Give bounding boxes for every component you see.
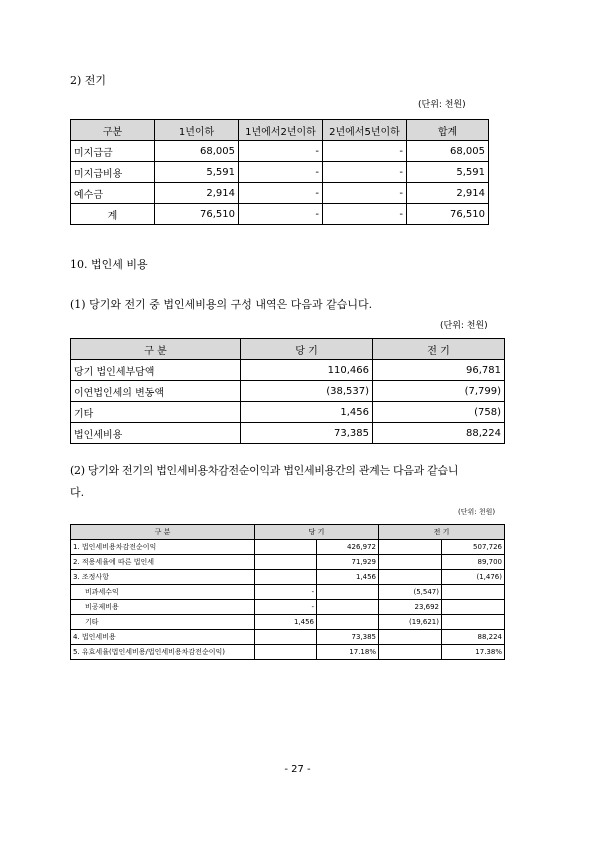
table-cell: 507,726 xyxy=(442,540,505,555)
section-description-line1: (2) 당기와 전기의 법인세비용차감전순이익과 법인세비용간의 관계는 다음과 같습니 xyxy=(70,464,459,477)
header-cell: 구 분 xyxy=(71,525,255,540)
row-label: 당기 법인세부담액 xyxy=(71,360,241,381)
table-row xyxy=(71,630,505,645)
page-number: - 27 - xyxy=(284,764,311,775)
table-row xyxy=(71,423,505,444)
table-cell: 1,456 xyxy=(241,402,373,423)
table-cell xyxy=(317,615,379,630)
table-header-row xyxy=(71,525,505,540)
row-label: 1. 법인세비용차감전순이익 xyxy=(71,540,255,555)
table-cell: 96,781 xyxy=(373,360,505,381)
section-description-line2: 다. xyxy=(70,486,85,499)
table-cell: - xyxy=(323,162,407,183)
header-cell: 당 기 xyxy=(255,525,379,540)
table-cell: 88,224 xyxy=(442,630,505,645)
table-cell: - xyxy=(323,183,407,204)
table-cell: 110,466 xyxy=(241,360,373,381)
row-label: 계 xyxy=(71,204,155,225)
table-cell: 426,972 xyxy=(317,540,379,555)
row-label: 비공제비용 xyxy=(71,600,255,615)
table-row xyxy=(71,141,489,162)
table-cell: 89,700 xyxy=(442,555,505,570)
table-header-row xyxy=(71,120,489,141)
table-cell xyxy=(379,540,442,555)
unit-label: (단위: 천원) xyxy=(440,321,488,331)
table-total-row xyxy=(71,204,489,225)
row-label: 5. 유효세율(법인세비용/법인세비용차감전순이익) xyxy=(71,645,255,660)
table-cell xyxy=(442,585,505,600)
row-label: 비과세수익 xyxy=(71,585,255,600)
row-label: 법인세비용 xyxy=(71,423,241,444)
table-cell: 1,456 xyxy=(255,615,317,630)
unit-label: (단위: 천원) xyxy=(418,100,466,110)
header-cell: 1년에서2년이하 xyxy=(239,120,323,141)
table-cell: 88,224 xyxy=(373,423,505,444)
table-cell: 73,385 xyxy=(317,630,379,645)
header-cell: 전 기 xyxy=(373,339,505,360)
table-cell: 17.38% xyxy=(442,645,505,660)
tax-expense-composition-table xyxy=(70,338,505,444)
section-title-prior-year: 2) 전기 xyxy=(70,74,107,87)
table-cell xyxy=(317,585,379,600)
table-row xyxy=(71,615,505,630)
table-cell xyxy=(442,600,505,615)
payables-maturity-table xyxy=(70,119,489,225)
header-cell: 2년에서5년이하 xyxy=(323,120,407,141)
table-cell: (758) xyxy=(373,402,505,423)
table-cell: - xyxy=(323,204,407,225)
table-cell xyxy=(379,630,442,645)
section-description: (1) 당기와 전기 중 법인세비용의 구성 내역은 다음과 같습니다. xyxy=(70,298,373,311)
table-row xyxy=(71,585,505,600)
table-cell: (38,537) xyxy=(241,381,373,402)
table-row xyxy=(71,381,505,402)
row-label: 기타 xyxy=(71,615,255,630)
table-cell: - xyxy=(323,141,407,162)
row-label: 기타 xyxy=(71,402,241,423)
row-label: 4. 법인세비용 xyxy=(71,630,255,645)
header-cell: 합계 xyxy=(407,120,489,141)
table-cell xyxy=(255,645,317,660)
table-cell: 2,914 xyxy=(155,183,239,204)
table-cell: 23,692 xyxy=(379,600,442,615)
table-cell: - xyxy=(239,162,323,183)
table-row xyxy=(71,600,505,615)
table-cell: 17.18% xyxy=(317,645,379,660)
table-cell: - xyxy=(255,600,317,615)
table-cell: 5,591 xyxy=(407,162,489,183)
unit-label: (단위: 천원) xyxy=(458,508,496,516)
table-cell: 71,929 xyxy=(317,555,379,570)
table-row xyxy=(71,360,505,381)
table-cell xyxy=(255,570,317,585)
row-label: 미지급비용 xyxy=(71,162,155,183)
table-cell xyxy=(255,630,317,645)
section-heading: 10. 법인세 비용 xyxy=(70,258,148,271)
table-cell: (19,621) xyxy=(379,615,442,630)
table-cell xyxy=(317,600,379,615)
table-cell: - xyxy=(239,183,323,204)
row-label: 2. 적용세율에 따른 법인세 xyxy=(71,555,255,570)
table-cell xyxy=(255,540,317,555)
table-row xyxy=(71,183,489,204)
table-cell: 5,591 xyxy=(155,162,239,183)
table-cell: - xyxy=(255,585,317,600)
table-row xyxy=(71,555,505,570)
table-cell: (1,476) xyxy=(442,570,505,585)
table-cell: 76,510 xyxy=(407,204,489,225)
table-row xyxy=(71,570,505,585)
table-cell xyxy=(442,615,505,630)
table-cell xyxy=(255,555,317,570)
table-row xyxy=(71,645,505,660)
table-cell xyxy=(379,645,442,660)
table-cell: 1,456 xyxy=(317,570,379,585)
table-cell: (7,799) xyxy=(373,381,505,402)
header-cell: 전 기 xyxy=(379,525,505,540)
table-cell: 73,385 xyxy=(241,423,373,444)
table-cell xyxy=(379,555,442,570)
table-cell: (5,547) xyxy=(379,585,442,600)
table-cell: - xyxy=(239,141,323,162)
table-header-row xyxy=(71,339,505,360)
table-row xyxy=(71,162,489,183)
table-cell: 76,510 xyxy=(155,204,239,225)
table-row xyxy=(71,540,505,555)
row-label: 미지급금 xyxy=(71,141,155,162)
tax-reconciliation-table xyxy=(70,524,505,660)
table-cell: - xyxy=(239,204,323,225)
table-cell: 68,005 xyxy=(155,141,239,162)
header-cell: 구 분 xyxy=(71,339,241,360)
row-label: 예수금 xyxy=(71,183,155,204)
table-cell xyxy=(379,570,442,585)
header-cell: 구분 xyxy=(71,120,155,141)
table-cell: 2,914 xyxy=(407,183,489,204)
header-cell: 1년이하 xyxy=(155,120,239,141)
row-label: 이연법인세의 변동액 xyxy=(71,381,241,402)
table-cell: 68,005 xyxy=(407,141,489,162)
table-row xyxy=(71,402,505,423)
header-cell: 당 기 xyxy=(241,339,373,360)
row-label: 3. 조정사항 xyxy=(71,570,255,585)
